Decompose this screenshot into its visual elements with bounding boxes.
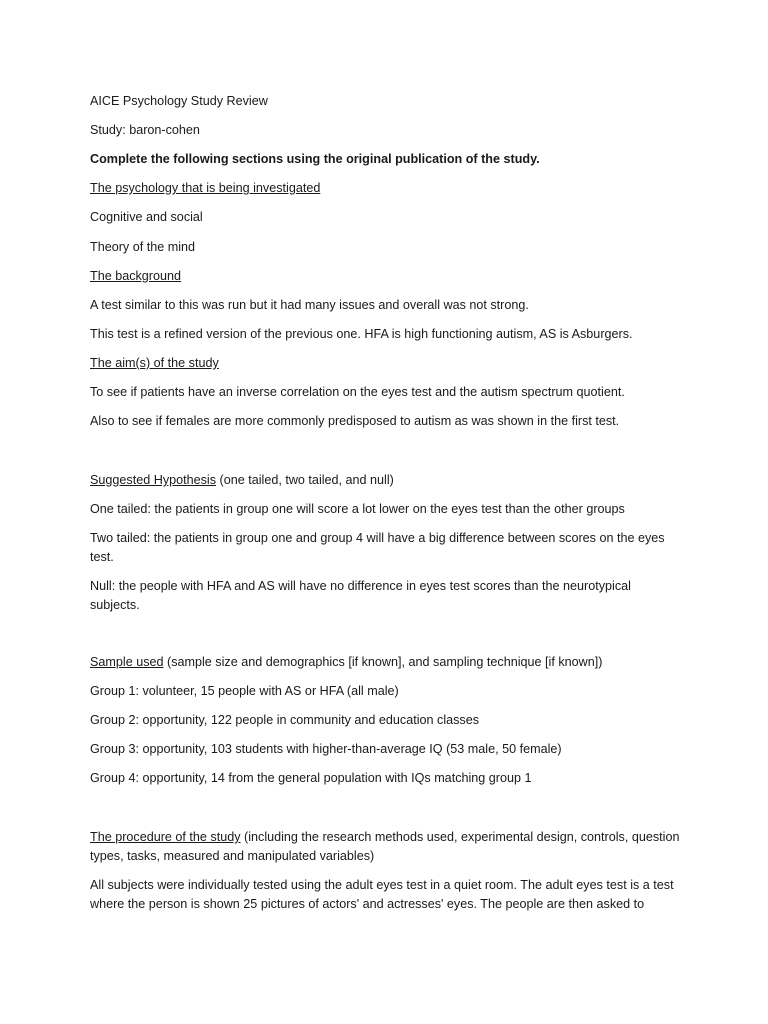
sample-group: Group 4: opportunity, 14 from the general population with IQs matching group 1 — [90, 771, 532, 785]
hypothesis-one-tailed: One tailed: the patients in group one will score a lot lower on the eyes test than the other groups — [90, 502, 625, 516]
aims-line: Also to see if females are more commonly predisposed to autism as was shown in the first test. — [90, 414, 620, 428]
psychology-heading: The psychology that is being investigated — [90, 181, 321, 195]
background-heading: The background — [90, 269, 182, 283]
procedure-heading: The procedure of the study — [90, 830, 241, 844]
hypothesis-heading-line — [90, 471, 680, 490]
sample-group: Group 3: opportunity, 103 students with higher-than-average IQ (53 male, 50 female) — [90, 742, 562, 756]
procedure-heading-line — [90, 828, 680, 866]
hypothesis-note: (one tailed, two tailed, and null) — [216, 473, 394, 487]
hypothesis-two-tailed: Two tailed: the patients in group one and group 4 will have a big difference between scores on the eyes test. — [90, 531, 665, 564]
background-line: This test is a refined version of the previous one. HFA is high functioning autism, AS is Asburgers. — [90, 327, 633, 341]
procedure-line: All subjects were individually tested using the adult eyes test in a quiet room. The adult eyes test is a test where the person is shown 25 pictures of actors' and actresses' eyes. The people are then asked to — [90, 878, 674, 911]
sample-heading-line — [90, 653, 680, 672]
background-line: A test similar to this was run but it had many issues and overall was not strong. — [90, 298, 529, 312]
aims-line: To see if patients have an inverse correlation on the eyes test and the autism spectrum quotient. — [90, 385, 625, 399]
sample-group: Group 1: volunteer, 15 people with AS or HFA (all male) — [90, 684, 399, 698]
hypothesis-heading: Suggested Hypothesis — [90, 473, 217, 487]
psychology-line: Cognitive and social — [90, 210, 203, 224]
document-title: AICE Psychology Study Review — [90, 94, 268, 108]
sample-note: (sample size and demographics [if known], and sampling technique [if known]) — [163, 655, 603, 669]
sample-group: Group 2: opportunity, 122 people in community and education classes — [90, 713, 480, 727]
aims-heading: The aim(s) of the study — [90, 356, 219, 370]
instructions: Complete the following sections using the original publication of the study. — [90, 152, 540, 166]
study-name: Study: baron-cohen — [90, 123, 200, 137]
hypothesis-null: Null: the people with HFA and AS will have no difference in eyes test scores than the neurotypical subjects. — [90, 579, 631, 612]
psychology-line: Theory of the mind — [90, 240, 195, 254]
procedure-note: (including the research methods used, experimental design, controls, question types, tasks, measured and manipulated variables) — [90, 830, 680, 863]
sample-heading: Sample used — [90, 655, 164, 669]
